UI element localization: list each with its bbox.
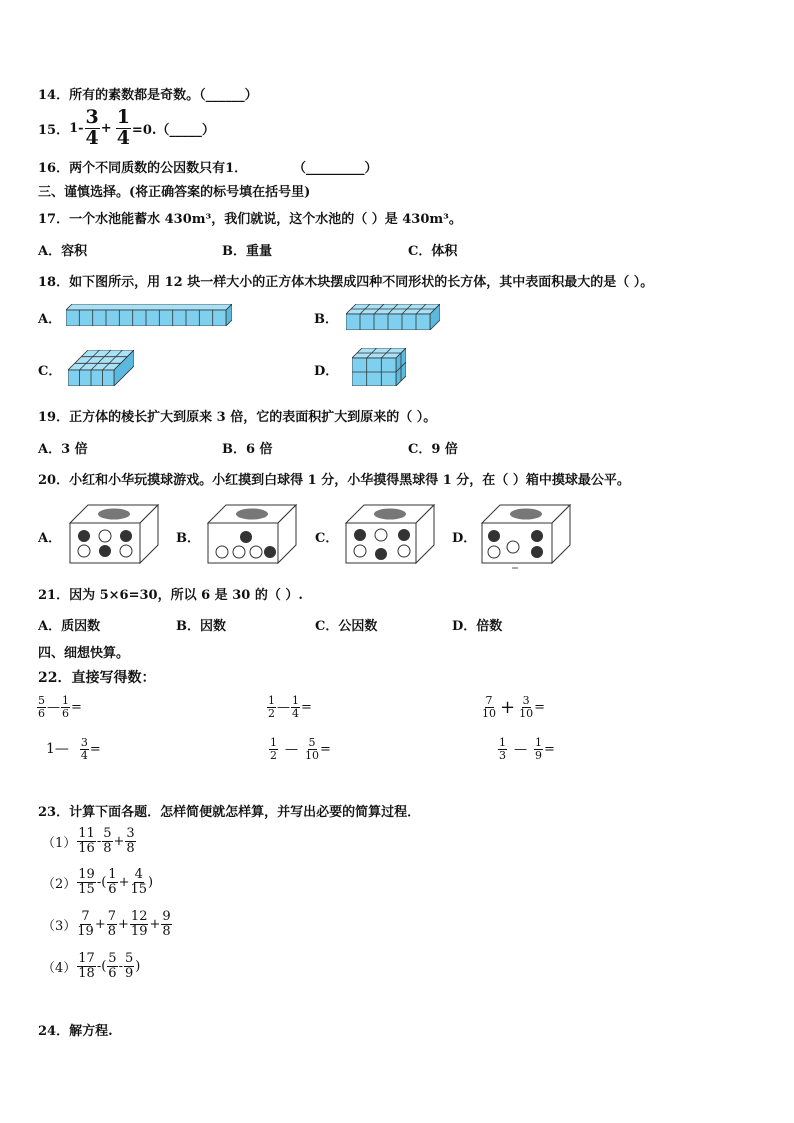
question-number: 17． xyxy=(38,212,70,227)
denominator: 6 xyxy=(38,706,45,720)
cuboid-3x2x2-figure xyxy=(352,348,406,386)
operator: -( xyxy=(96,874,107,890)
numerator: 9 xyxy=(162,909,171,924)
fraction xyxy=(305,737,319,761)
fraction xyxy=(77,868,96,896)
fraction xyxy=(130,868,147,896)
question-number: 16． xyxy=(38,161,70,176)
calc-item-4 xyxy=(42,952,140,980)
item-label: （3） xyxy=(42,918,77,934)
ball-box-b xyxy=(206,503,298,565)
option-c: C．9 倍 xyxy=(408,442,458,457)
option-d-label: D． xyxy=(314,364,339,379)
denominator: 4 xyxy=(116,126,130,149)
numerator: 4 xyxy=(134,867,143,882)
question-number: 15． xyxy=(38,122,70,138)
fraction xyxy=(102,827,112,855)
question-number: 18． xyxy=(38,275,70,290)
question-number: 19． xyxy=(38,410,70,425)
operator: — xyxy=(514,741,527,757)
fraction xyxy=(107,910,117,938)
denominator: 8 xyxy=(126,840,135,856)
question-text: 两个不同质数的公因数只有1． xyxy=(69,161,248,176)
denominator: 16 xyxy=(78,840,95,856)
fraction xyxy=(482,695,496,719)
numerator: 5 xyxy=(38,694,45,707)
option-b: B．6 倍 xyxy=(222,442,273,457)
question-19 xyxy=(38,406,436,425)
denominator: 18 xyxy=(78,965,95,981)
fraction xyxy=(519,695,533,719)
denominator: 15 xyxy=(130,881,148,897)
denominator: 8 xyxy=(107,923,117,939)
question-20 xyxy=(38,469,630,488)
denominator: 4 xyxy=(85,126,99,149)
question-number: 24． xyxy=(38,1024,70,1039)
question-15 xyxy=(38,108,215,149)
mental-calc-6 xyxy=(497,737,555,761)
fraction xyxy=(85,108,100,149)
numerator: 3 xyxy=(85,106,99,128)
denominator: 19 xyxy=(77,923,94,939)
option-b: B．重量 xyxy=(222,244,272,259)
answer-paren: （_________） xyxy=(293,161,378,176)
numerator: 3 xyxy=(522,694,530,707)
operator: - xyxy=(118,958,123,974)
operator: + xyxy=(118,916,129,932)
operator: + xyxy=(100,120,112,136)
numerator: 11 xyxy=(78,826,95,841)
operator: ) xyxy=(135,958,141,974)
fraction xyxy=(161,910,171,938)
question-16 xyxy=(38,157,247,176)
denominator: 10 xyxy=(305,748,319,762)
question-22 xyxy=(38,667,155,687)
operator: - xyxy=(96,833,102,849)
ball-box-a xyxy=(68,503,160,565)
question-14 xyxy=(38,84,258,103)
numerator: 1 xyxy=(270,736,277,749)
calc-item-1 xyxy=(42,827,137,855)
denominator: 4 xyxy=(80,748,88,762)
question-number: 22． xyxy=(38,670,72,686)
denominator: 2 xyxy=(268,706,275,720)
numerator: 1 xyxy=(499,736,506,749)
numerator: 7 xyxy=(107,909,117,924)
fraction xyxy=(107,868,117,896)
operator: ) xyxy=(148,874,154,890)
expr-text: =0.（_____） xyxy=(131,122,215,138)
option-a-label: A． xyxy=(38,531,62,546)
fraction xyxy=(77,952,96,980)
section-heading-3: 三、谨慎选择。(将正确答案的标号填在括号里) xyxy=(38,185,311,200)
question-21 xyxy=(38,584,303,603)
item-label: （1） xyxy=(42,835,77,851)
denominator: 6 xyxy=(62,706,69,720)
equals: = xyxy=(544,741,555,757)
operator: + xyxy=(500,696,516,718)
question-number: 20． xyxy=(38,473,70,488)
denominator: 8 xyxy=(103,840,112,856)
fraction xyxy=(107,952,117,980)
question-text: 正方体的棱长扩大到原来 3 倍，它的表面积扩大到原来的（ ）。 xyxy=(69,410,437,425)
numerator: 17 xyxy=(78,951,95,966)
operator: — xyxy=(285,741,298,757)
fraction xyxy=(291,695,300,719)
mental-calc-3 xyxy=(481,695,545,719)
numerator: 5 xyxy=(308,736,316,749)
mental-calc-1 xyxy=(36,695,82,719)
question-number: 14． xyxy=(38,88,70,103)
calc-item-3 xyxy=(42,910,173,938)
numerator: 1 xyxy=(292,694,299,707)
denominator: 6 xyxy=(108,965,117,981)
fraction xyxy=(80,737,89,761)
fraction xyxy=(37,695,46,719)
option-b-label: B． xyxy=(314,312,338,327)
numerator: 5 xyxy=(103,826,112,841)
numerator: 1 xyxy=(535,736,542,749)
denominator: 9 xyxy=(535,748,542,762)
fraction xyxy=(125,827,135,855)
item-label: （2） xyxy=(42,876,77,892)
numerator: 5 xyxy=(108,951,117,966)
fraction xyxy=(77,827,96,855)
denominator: 10 xyxy=(482,706,496,720)
mental-calc-5 xyxy=(268,737,331,761)
question-24 xyxy=(38,1020,113,1039)
fraction xyxy=(77,910,94,938)
option-b: B．因数 xyxy=(176,619,226,634)
fraction xyxy=(130,910,149,938)
equals: = xyxy=(320,741,331,757)
operator: + xyxy=(118,874,130,890)
option-d: D．倍数 xyxy=(452,619,503,634)
expr-text: 1— xyxy=(46,741,69,758)
cuboid-4x3x1-figure xyxy=(68,350,134,386)
fraction xyxy=(269,737,278,761)
equals: = xyxy=(301,699,312,715)
cuboid-6x2x1-figure xyxy=(346,304,440,330)
option-c: C．体积 xyxy=(408,244,458,259)
ball-box-c xyxy=(344,503,436,565)
option-b-label: B． xyxy=(176,531,200,546)
item-label: （4） xyxy=(42,960,77,976)
operator: + xyxy=(94,916,106,932)
numerator: 3 xyxy=(80,736,88,749)
denominator: 9 xyxy=(124,965,134,981)
fraction xyxy=(534,737,543,761)
question-23 xyxy=(38,801,420,820)
numerator: 12 xyxy=(130,909,148,924)
equals: = xyxy=(89,741,101,757)
question-text: 解方程. xyxy=(69,1024,113,1039)
cuboid-12x1x1-figure xyxy=(66,304,232,326)
expr-text: 1- xyxy=(69,120,84,136)
equals: = xyxy=(534,699,545,715)
option-c: C．公因数 xyxy=(315,619,378,634)
ball-box-d xyxy=(480,503,572,569)
question-text: 一个水池能蓄水 430m³，我们就说，这个水池的（ ）是 430m³。 xyxy=(69,212,462,227)
numerator: 19 xyxy=(78,867,95,882)
denominator: 6 xyxy=(108,881,117,897)
numerator: 7 xyxy=(485,694,493,707)
equals: = xyxy=(71,699,82,715)
question-number: 23． xyxy=(38,805,70,820)
operator: — xyxy=(47,699,60,715)
operator: + xyxy=(149,916,161,932)
denominator: 15 xyxy=(78,881,95,897)
numerator: 1 xyxy=(62,694,69,707)
numerator: 7 xyxy=(81,909,90,924)
calc-item-2 xyxy=(42,868,153,896)
option-a-label: A． xyxy=(38,312,62,327)
fraction xyxy=(61,695,70,719)
option-a: A．容积 xyxy=(38,244,88,259)
question-17 xyxy=(38,208,462,227)
option-c-label: C． xyxy=(38,364,62,379)
fraction xyxy=(124,952,134,980)
option-c-label: C． xyxy=(315,531,339,546)
section-heading-4: 四、细想快算。 xyxy=(38,646,130,661)
denominator: 4 xyxy=(292,706,299,720)
question-text: 小红和小华玩摸球游戏。小红摸到白球得 1 分，小华摸得黑球得 1 分，在（ ）箱中摸球最公平。 xyxy=(69,473,630,488)
fraction xyxy=(498,737,507,761)
option-a: A．质因数 xyxy=(38,619,101,634)
fraction xyxy=(267,695,276,719)
option-a: A．3 倍 xyxy=(38,442,88,457)
denominator: 3 xyxy=(499,748,506,762)
numerator: 3 xyxy=(126,826,135,841)
question-text: 因为 5×6=30，所以 6 是 30 的（ ）. xyxy=(69,588,303,603)
denominator: 10 xyxy=(519,706,534,720)
mental-calc-4 xyxy=(46,737,101,761)
question-text: 所有的素数都是奇数。（______） xyxy=(69,88,258,103)
numerator: 5 xyxy=(124,951,134,966)
question-number: 21． xyxy=(38,588,70,603)
operator: -( xyxy=(96,958,107,974)
denominator: 19 xyxy=(130,923,148,939)
option-d-label: D． xyxy=(452,531,477,546)
question-18 xyxy=(38,271,653,290)
fraction xyxy=(116,108,131,149)
denominator: 2 xyxy=(270,748,277,762)
numerator: 1 xyxy=(268,694,275,707)
mental-calc-2 xyxy=(266,695,312,719)
operator: — xyxy=(277,699,290,715)
numerator: 1 xyxy=(116,106,130,128)
question-text: 如下图所示，用 12 块一样大小的正方体木块摆成四种不同形状的长方体，其中表面积最大的是（ ）。 xyxy=(69,275,654,290)
denominator: 8 xyxy=(162,923,171,939)
question-text: 计算下面各题．怎样简便就怎样算，并写出必要的简算过程． xyxy=(69,805,421,820)
operator: + xyxy=(113,833,125,849)
question-text: 直接写得数： xyxy=(71,670,156,686)
numerator: 1 xyxy=(108,867,117,882)
